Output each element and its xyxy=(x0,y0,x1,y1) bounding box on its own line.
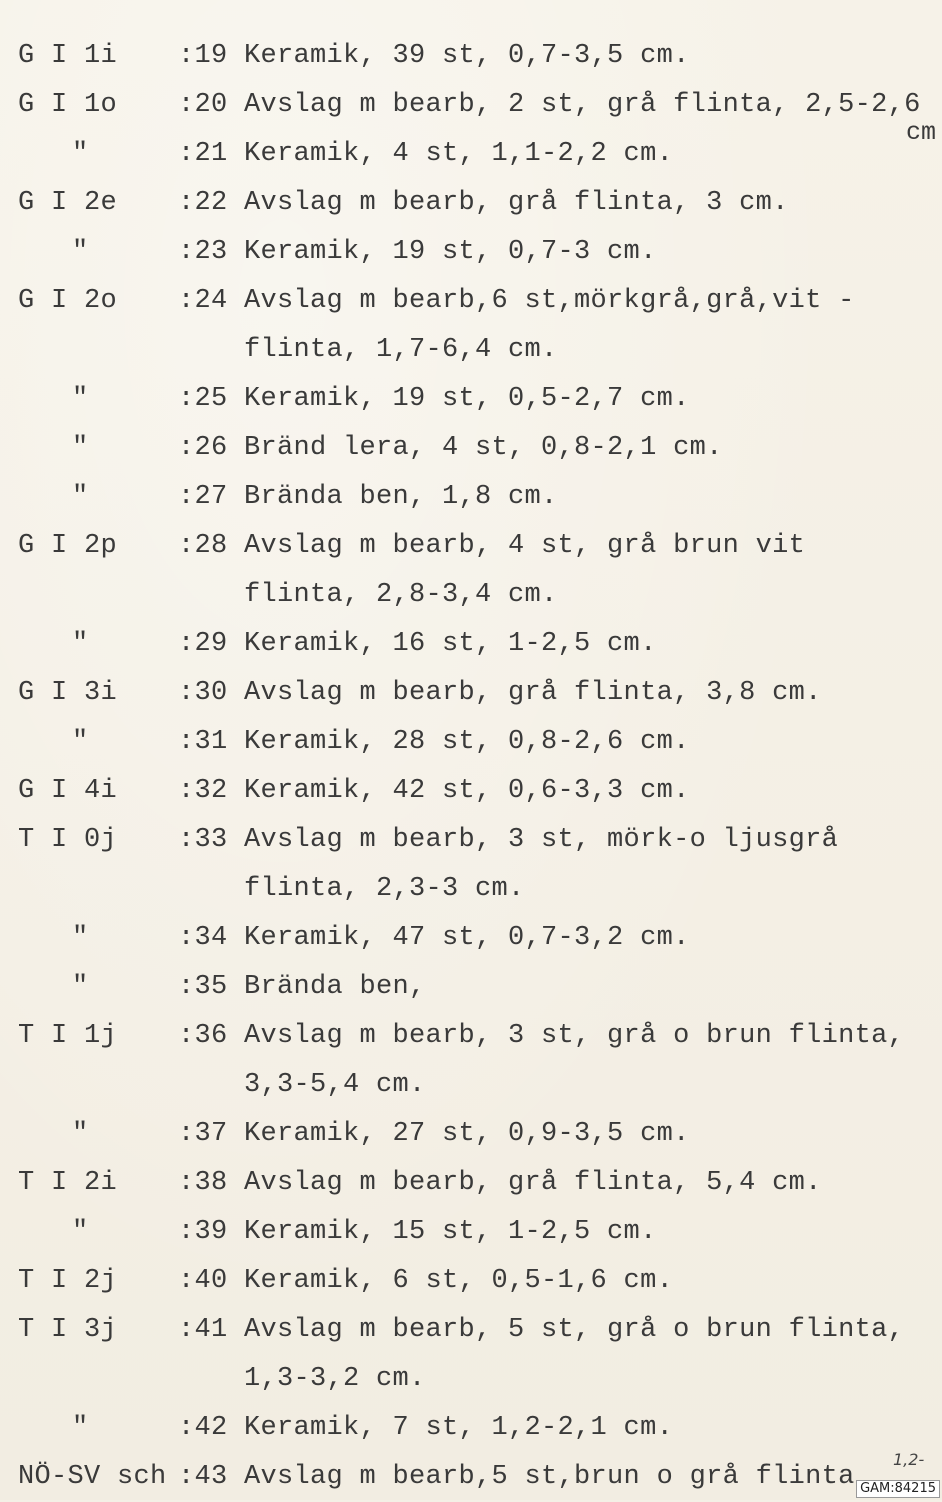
wrapped-unit-note: cm xyxy=(906,118,937,147)
find-number: :33 xyxy=(178,825,228,855)
catalog-row xyxy=(0,522,942,571)
find-location: T I 1j xyxy=(18,1021,118,1051)
catalog-row xyxy=(0,620,942,669)
find-description: Avslag m bearb, 3 st, grå o brun flinta, xyxy=(244,1021,905,1051)
find-number: :38 xyxy=(178,1168,228,1198)
pencil-annotation: 1,2- xyxy=(893,1450,925,1469)
find-description: Avslag m bearb, grå flinta, 3,8 cm. xyxy=(244,678,822,708)
catalog-row xyxy=(0,914,942,963)
find-location: G I 2p xyxy=(18,531,118,561)
find-number: :35 xyxy=(178,972,228,1002)
find-description: Keramik, 47 st, 0,7-3,2 cm. xyxy=(244,923,690,953)
find-description-continuation: flinta, 2,8-3,4 cm. xyxy=(244,580,558,610)
find-description: Keramik, 42 st, 0,6-3,3 cm. xyxy=(244,776,690,806)
ditto-mark: " xyxy=(72,972,89,1002)
ditto-mark: " xyxy=(72,237,89,267)
find-description: Avslag m bearb, 4 st, grå brun vit xyxy=(244,531,806,561)
ditto-mark: " xyxy=(72,384,89,414)
find-description: Avslag m bearb, 2 st, grå flinta, 2,5-2,6 xyxy=(244,90,921,120)
find-description: Avslag m bearb,6 st,mörkgrå,grå,vit - xyxy=(244,286,855,316)
find-location: G I 1i xyxy=(18,41,118,71)
catalog-row xyxy=(0,179,942,228)
find-location: G I 3i xyxy=(18,678,118,708)
ditto-mark: " xyxy=(72,727,89,757)
catalog-row xyxy=(0,1453,942,1502)
catalog-row xyxy=(0,718,942,767)
find-description: Keramik, 27 st, 0,9-3,5 cm. xyxy=(244,1119,690,1149)
find-location: T I 2i xyxy=(18,1168,118,1198)
catalog-row xyxy=(0,1208,942,1257)
catalog-row xyxy=(0,277,942,326)
catalog-row xyxy=(0,963,942,1012)
find-number: :24 xyxy=(178,286,228,316)
catalog-row xyxy=(0,130,942,179)
find-number: :19 xyxy=(178,41,228,71)
catalog-row xyxy=(0,1159,942,1208)
find-description: Keramik, 4 st, 1,1-2,2 cm. xyxy=(244,139,674,169)
find-description: Avslag m bearb, 5 st, grå o brun flinta, xyxy=(244,1315,905,1345)
find-description-continuation: 1,3-3,2 cm. xyxy=(244,1364,426,1394)
find-number: :37 xyxy=(178,1119,228,1149)
find-description: Keramik, 28 st, 0,8-2,6 cm. xyxy=(244,727,690,757)
ditto-mark: " xyxy=(72,139,89,169)
catalog-row xyxy=(0,81,942,130)
catalog-row xyxy=(0,473,942,522)
find-description: Avslag m bearb,5 st,brun o grå flinta xyxy=(244,1462,855,1492)
find-number: :26 xyxy=(178,433,228,463)
ditto-mark: " xyxy=(72,629,89,659)
find-description: Keramik, 16 st, 1-2,5 cm. xyxy=(244,629,657,659)
find-number: :20 xyxy=(178,90,228,120)
find-description: Brända ben, xyxy=(244,972,426,1002)
find-number: :25 xyxy=(178,384,228,414)
find-location: T I 0j xyxy=(18,825,118,855)
find-description: Keramik, 19 st, 0,5-2,7 cm. xyxy=(244,384,690,414)
catalog-row xyxy=(0,228,942,277)
find-location: G I 2o xyxy=(18,286,118,316)
find-location: G I 2e xyxy=(18,188,118,218)
find-location: NÖ-SV sch xyxy=(18,1462,167,1492)
catalog-row-continuation xyxy=(0,1061,942,1110)
find-description: Avslag m bearb, 3 st, mörk-o ljusgrå xyxy=(244,825,839,855)
find-number: :31 xyxy=(178,727,228,757)
ditto-mark: " xyxy=(72,1217,89,1247)
find-number: :30 xyxy=(178,678,228,708)
ditto-mark: " xyxy=(72,1413,89,1443)
catalog-row-continuation xyxy=(0,865,942,914)
catalog-row xyxy=(0,1404,942,1453)
find-number: :27 xyxy=(178,482,228,512)
find-description: Keramik, 19 st, 0,7-3 cm. xyxy=(244,237,657,267)
catalog-row xyxy=(0,1257,942,1306)
find-number: :43 xyxy=(178,1462,228,1492)
catalog-row xyxy=(0,32,942,81)
find-description-continuation: flinta, 2,3-3 cm. xyxy=(244,874,525,904)
find-description: Avslag m bearb, grå flinta, 3 cm. xyxy=(244,188,789,218)
catalog-row xyxy=(0,767,942,816)
catalog-row-continuation xyxy=(0,326,942,375)
find-description: Keramik, 7 st, 1,2-2,1 cm. xyxy=(244,1413,674,1443)
find-location: G I 1o xyxy=(18,90,118,120)
find-description: Avslag m bearb, grå flinta, 5,4 cm. xyxy=(244,1168,822,1198)
catalog-row xyxy=(0,669,942,718)
archive-id-stamp: GAM:84215 xyxy=(856,1480,940,1498)
ditto-mark: " xyxy=(72,923,89,953)
find-number: :21 xyxy=(178,139,228,169)
ditto-mark: " xyxy=(72,1119,89,1149)
catalog-row-continuation xyxy=(0,1355,942,1404)
catalog-row xyxy=(0,1110,942,1159)
catalog-list xyxy=(0,32,942,1502)
find-number: :34 xyxy=(178,923,228,953)
find-number: :41 xyxy=(178,1315,228,1345)
catalog-row xyxy=(0,816,942,865)
find-description: Bränd lera, 4 st, 0,8-2,1 cm. xyxy=(244,433,723,463)
find-location: T I 3j xyxy=(18,1315,118,1345)
find-number: :32 xyxy=(178,776,228,806)
catalog-row xyxy=(0,424,942,473)
find-number: :40 xyxy=(178,1266,228,1296)
find-number: :23 xyxy=(178,237,228,267)
find-location: G I 4i xyxy=(18,776,118,806)
catalog-row-continuation xyxy=(0,571,942,620)
catalog-row xyxy=(0,375,942,424)
ditto-mark: " xyxy=(72,482,89,512)
catalog-row xyxy=(0,1012,942,1061)
find-number: :39 xyxy=(178,1217,228,1247)
find-location: T I 2j xyxy=(18,1266,118,1296)
catalog-row xyxy=(0,1306,942,1355)
find-number: :28 xyxy=(178,531,228,561)
find-description-continuation: 3,3-5,4 cm. xyxy=(244,1070,426,1100)
find-description: Brända ben, 1,8 cm. xyxy=(244,482,558,512)
find-description: Keramik, 6 st, 0,5-1,6 cm. xyxy=(244,1266,674,1296)
ditto-mark: " xyxy=(72,433,89,463)
find-description: Keramik, 15 st, 1-2,5 cm. xyxy=(244,1217,657,1247)
find-description: Keramik, 39 st, 0,7-3,5 cm. xyxy=(244,41,690,71)
find-number: :36 xyxy=(178,1021,228,1051)
find-description-continuation: flinta, 1,7-6,4 cm. xyxy=(244,335,558,365)
find-number: :42 xyxy=(178,1413,228,1443)
find-number: :29 xyxy=(178,629,228,659)
find-number: :22 xyxy=(178,188,228,218)
